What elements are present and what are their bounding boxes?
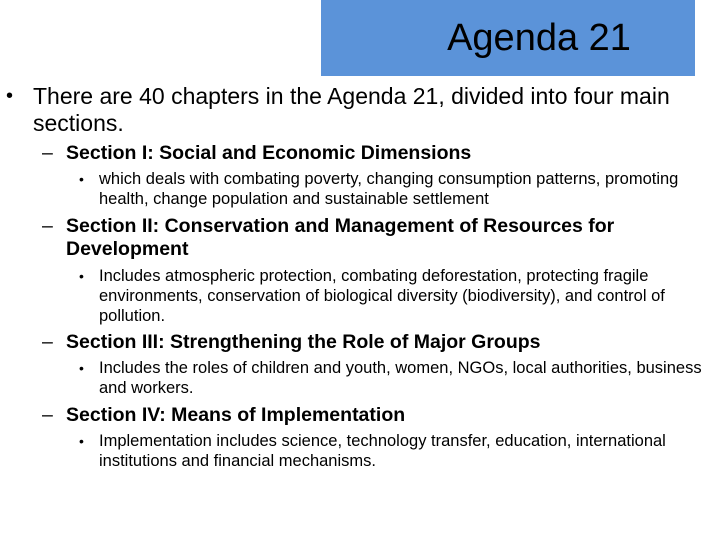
- section-4-heading: Section IV: Means of Implementation: [66, 404, 406, 426]
- bullet-dot-icon: •: [79, 360, 84, 376]
- section-1-heading-item: [0, 142, 728, 165]
- bullet-dot-icon: •: [79, 433, 84, 449]
- section-4-detail-item: [0, 431, 728, 471]
- bullet-dot-icon: •: [79, 268, 84, 284]
- slide-body: [0, 83, 728, 471]
- bullet-dot-icon: •: [6, 85, 14, 107]
- intro-bullet-item: [0, 83, 728, 137]
- intro-text: There are 40 chapters in the Agenda 21, divided into four main sections.: [33, 83, 670, 136]
- section-2-detail: Includes atmospheric protection, combating deforestation, protecting fragile environments, conservation of biological diversity (biodiversity), and control of pollution.: [99, 267, 665, 325]
- section-2-heading: Section II: Conservation and Management of Resources for Development: [66, 215, 615, 260]
- slide-title: Agenda 21: [447, 17, 631, 59]
- title-banner: [321, 0, 695, 76]
- section-4-detail: Implementation includes science, technology transfer, education, international institutions and financial mechanisms.: [99, 432, 666, 470]
- section-3-detail-item: [0, 358, 728, 398]
- bullet-dot-icon: •: [79, 171, 84, 187]
- dash-bullet-icon: –: [42, 331, 53, 353]
- section-1-detail-item: [0, 169, 728, 209]
- section-2-heading-item: [0, 215, 728, 261]
- section-4-heading-item: [0, 404, 728, 427]
- section-2-detail-item: [0, 266, 728, 326]
- section-3-heading: Section III: Strengthening the Role of Major Groups: [66, 331, 541, 353]
- dash-bullet-icon: –: [42, 142, 53, 164]
- dash-bullet-icon: –: [42, 215, 53, 237]
- section-1-heading: Section I: Social and Economic Dimensions: [66, 142, 472, 164]
- section-1-detail: which deals with combating poverty, changing consumption patterns, promoting health, change population and sustainable settlement: [99, 170, 679, 208]
- section-3-detail: Includes the roles of children and youth, women, NGOs, local authorities, business and workers.: [99, 359, 702, 397]
- section-3-heading-item: [0, 331, 728, 354]
- dash-bullet-icon: –: [42, 404, 53, 426]
